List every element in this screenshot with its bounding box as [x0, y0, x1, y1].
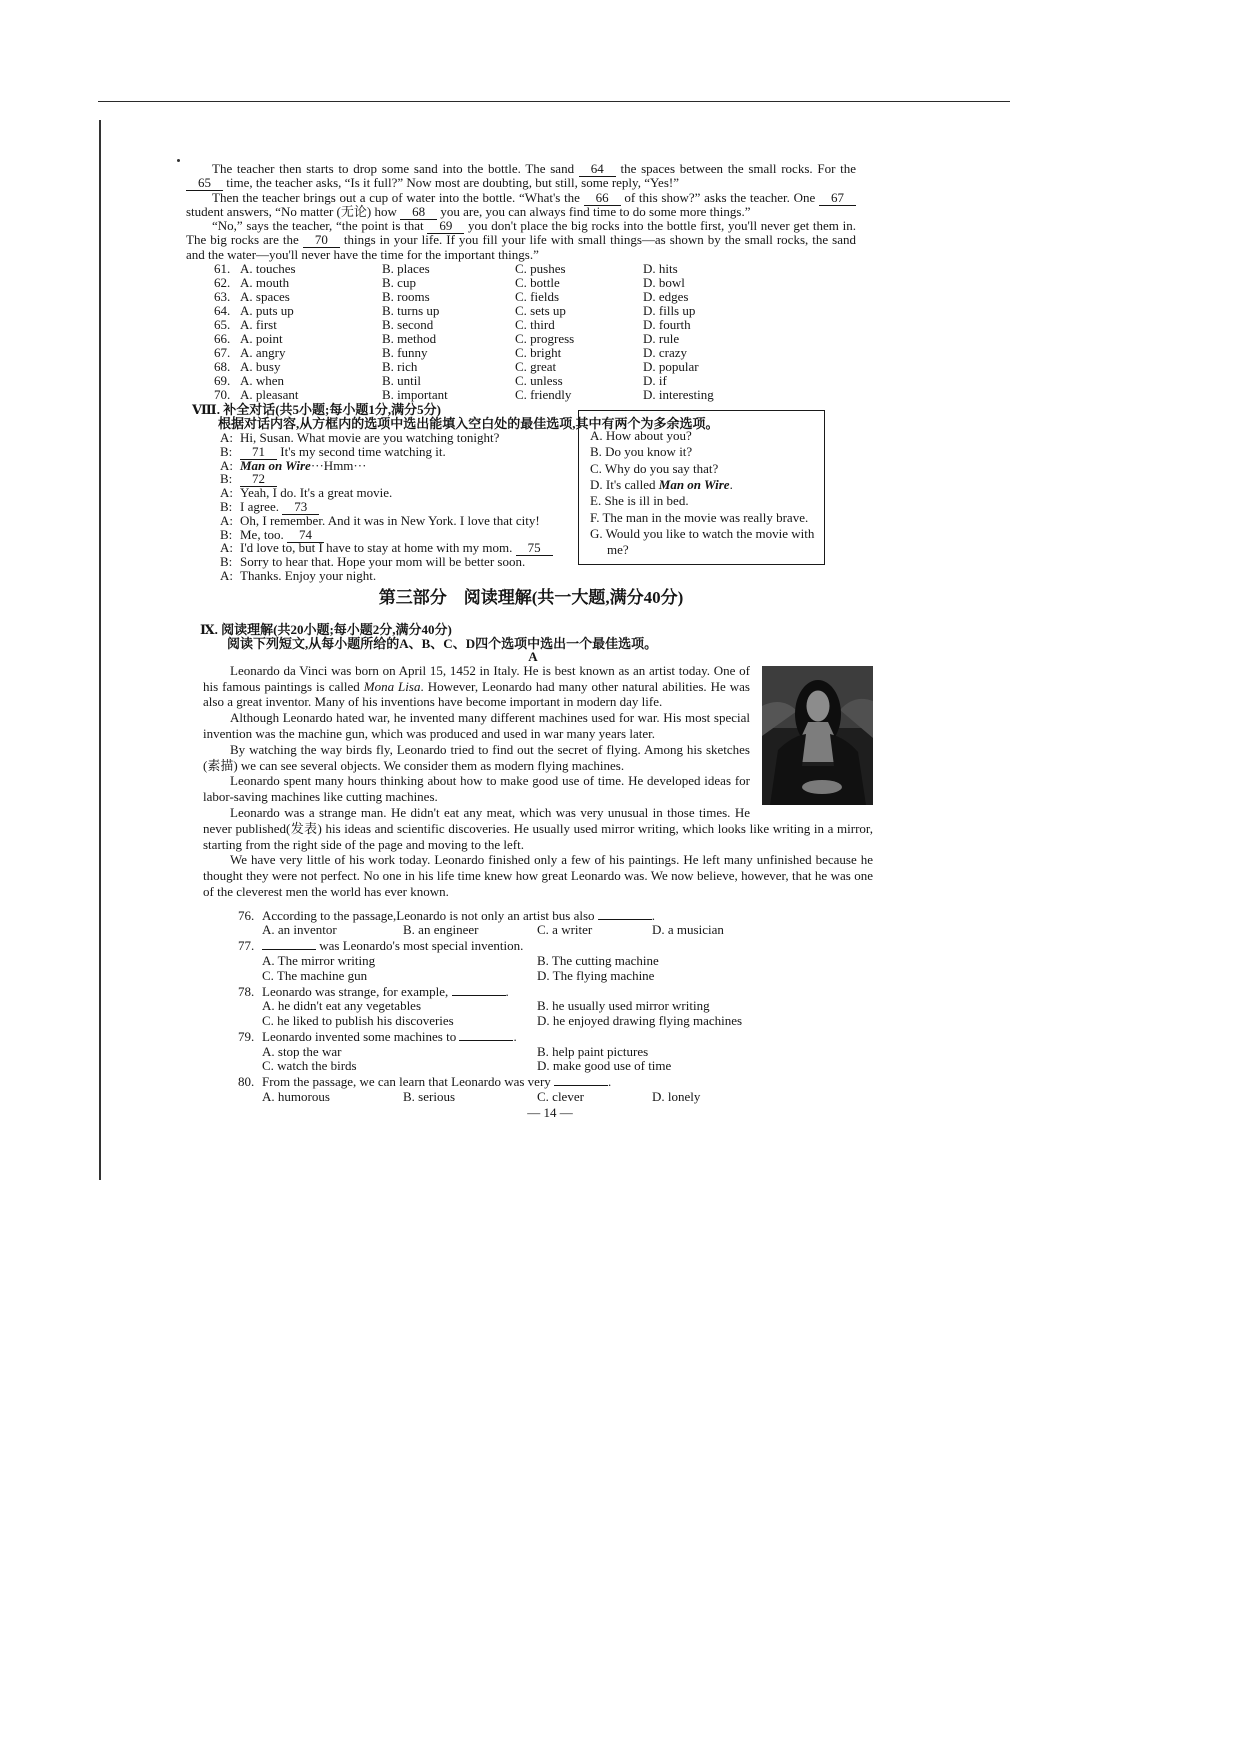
- option-choice: A. angry: [240, 345, 286, 361]
- answer-blank: 73: [282, 499, 319, 515]
- question-text: [262, 1075, 611, 1090]
- cloze-paragraph: [186, 191, 856, 220]
- option-choice: D. bowl: [643, 275, 685, 291]
- question-item: [238, 985, 878, 1029]
- answer-options: [262, 1045, 878, 1074]
- page-number: — 14 —: [527, 1105, 573, 1121]
- option-row: [214, 360, 886, 374]
- italic-title: Mona Lisa: [363, 678, 421, 694]
- question-number: 76.: [238, 907, 255, 923]
- option-box: [578, 410, 825, 565]
- option-choice: A. touches: [240, 261, 296, 277]
- option-choice: C. pushes: [515, 261, 566, 277]
- option-choice: B. rooms: [382, 289, 430, 305]
- question-number: 64.: [214, 303, 231, 319]
- text-run: of this show?” asks the teacher. One: [620, 189, 819, 205]
- answer-option: A. The mirror writing: [262, 953, 376, 969]
- answer-option: A. an inventor: [262, 922, 337, 938]
- answer-blank: 72: [240, 471, 277, 487]
- text-run: the spaces between the small rocks. For the: [615, 161, 856, 176]
- question-number: 66.: [214, 331, 231, 347]
- option-row: [214, 388, 886, 402]
- answer-line: [262, 948, 316, 950]
- text-run: D. It's called: [590, 476, 659, 492]
- answer-options: [262, 1090, 878, 1105]
- passage-paragraph: [203, 805, 873, 852]
- text-run: A. How about you?: [590, 428, 692, 444]
- box-option: [590, 428, 818, 444]
- answer-blank: 66: [584, 190, 621, 206]
- text-run: F. The man in the movie was really brave.: [590, 509, 809, 525]
- text-run: Sorry to hear that. Hope your mom will be better soon.: [240, 554, 526, 570]
- answer-option: C. watch the birds: [262, 1058, 357, 1074]
- italic-title: Man on Wire: [240, 457, 311, 473]
- dialogue-text: [240, 514, 540, 528]
- text-run: G. Would you like to watch the movie with me?: [590, 525, 815, 558]
- question-number: 78.: [238, 983, 255, 999]
- option-choice: D. crazy: [643, 345, 688, 361]
- answer-blank: 65: [186, 175, 223, 191]
- section-8-heading: Ⅷ. 补全对话(共5小题;每小题1分,满分5分): [192, 402, 441, 418]
- text-run: things in your life. If you fill your life with small things—as shown by the small rocks, the sand and the water—you'll never have the time for the important things.”: [186, 232, 856, 262]
- answer-options: [262, 999, 878, 1028]
- text-run: you are, you can always find time to do some more things.”: [437, 203, 751, 219]
- exam-page-content: [186, 162, 886, 1120]
- text-run: you don't place the big rocks into the bottle first, you'll never get them in. The big rocks are the: [186, 218, 856, 248]
- dialogue-text: [240, 459, 366, 473]
- answer-option: C. he liked to publish his discoveries: [262, 1012, 454, 1028]
- dialogue-text: [240, 445, 446, 459]
- answer-line: [598, 918, 652, 920]
- answer-option: C. The machine gun: [262, 967, 368, 983]
- answer-blank: 75: [516, 540, 553, 556]
- speaker-label: B:: [220, 499, 233, 515]
- option-choice: C. sets up: [515, 303, 566, 319]
- speaker-label: A:: [220, 430, 233, 446]
- option-row: [214, 374, 886, 388]
- answer-option: B. an engineer: [403, 922, 479, 938]
- text-run: I'd love to, but I have to stay at home with my mom.: [240, 540, 516, 556]
- answer-option: B. The cutting machine: [537, 953, 659, 969]
- text-run: B. Do you know it?: [590, 444, 693, 460]
- option-choice: C. great: [515, 359, 557, 375]
- option-choice: A. when: [240, 373, 285, 389]
- speaker-label: A:: [220, 485, 233, 501]
- hands: [802, 780, 842, 794]
- option-choice: B. method: [382, 331, 437, 347]
- option-choice: C. bright: [515, 345, 562, 361]
- scan-dot: [177, 159, 180, 162]
- speaker-label: B:: [220, 471, 233, 487]
- question-text: [262, 909, 655, 924]
- option-choice: B. places: [382, 261, 430, 277]
- speaker-label: A:: [220, 512, 233, 528]
- text-run: Leonardo was a strange man. He didn't eat any meat, which was very unusual in those times. He never published(发表) his ideas and scientific discoveries. He usually used mirror writing, which looks like writing in a mirror, starting from the right side of the page and moving to the left.: [203, 805, 873, 852]
- dialogue-text: [240, 541, 553, 555]
- question-number: 62.: [214, 275, 231, 291]
- option-choice: A. point: [240, 331, 283, 347]
- question-number: 79.: [238, 1029, 255, 1045]
- text-run: Leonardo invented some machines to: [262, 1029, 460, 1045]
- question-number: 80.: [238, 1074, 255, 1090]
- option-choice: C. third: [515, 317, 555, 333]
- text-run: From the passage, we can learn that Leonardo was very: [262, 1074, 555, 1090]
- answer-option: D. lonely: [652, 1088, 701, 1104]
- answer-line: [554, 1084, 608, 1086]
- answer-option: B. help paint pictures: [537, 1043, 649, 1059]
- box-option: [590, 526, 818, 559]
- mona-lisa-image: [762, 666, 873, 805]
- text-run: Me, too.: [240, 526, 287, 542]
- box-option: [590, 444, 818, 460]
- speaker-label: A:: [220, 457, 233, 473]
- option-choice: A. spaces: [240, 289, 290, 305]
- question-number: 68.: [214, 359, 231, 375]
- answer-option: C. clever: [537, 1088, 584, 1104]
- reading-passage: [203, 663, 873, 900]
- text-run: Oh, I remember. And it was in New York. I love that city!: [240, 512, 540, 528]
- option-row: [214, 304, 886, 318]
- box-option: [590, 493, 818, 509]
- text-run: Although Leonardo hated war, he invented many different machines used for war. His most special invention was the machine gun, which was produced and used in war many years later.: [203, 710, 750, 742]
- part-3-heading: 第三部分 阅读理解(共一大题,满分40分): [378, 587, 684, 607]
- text-run: Leonardo da Vinci was born on April 15, 1452 in Italy. He is best known as an artist today. One of his famous paintings is called: [203, 662, 750, 694]
- answer-option: A. stop the war: [262, 1043, 342, 1059]
- option-choice: C. unless: [515, 373, 563, 389]
- box-option: [590, 477, 818, 493]
- option-choice: D. fills up: [643, 303, 696, 319]
- question-stem: [238, 939, 878, 954]
- mona-lisa-picture: [762, 666, 873, 805]
- option-choice: B. cup: [382, 275, 416, 291]
- option-row: [214, 346, 886, 360]
- text-run: Leonardo was strange, for example,: [262, 983, 452, 999]
- text-run: .: [651, 907, 656, 923]
- dialogue-line: [220, 569, 886, 583]
- question-text: [262, 939, 523, 954]
- text-run: ···Hmm···: [310, 457, 367, 473]
- cloze-options: [214, 262, 886, 402]
- option-row: [214, 290, 886, 304]
- answer-blank: 71: [240, 444, 277, 460]
- text-run: We have very little of his work today. Leonardo finished only a few of his paintings. He left many unfinished because he thought they were not perfect. No one in his life time knew how great Leonardo was. We now believe, however, that he was one of the cleverest men the world has ever known.: [203, 852, 873, 899]
- speaker-label: B:: [220, 526, 233, 542]
- option-choice: D. fourth: [643, 317, 691, 333]
- question-stem: [238, 1030, 878, 1045]
- option-choice: D. interesting: [643, 387, 714, 403]
- text-run: was Leonardo's most special invention.: [316, 938, 524, 954]
- option-choice: D. popular: [643, 359, 699, 375]
- question-number: 69.: [214, 373, 231, 389]
- text-run: Leonardo spent many hours thinking about how to make good use of time. He developed ideas for labor-saving machines like cutting machines.: [203, 773, 750, 805]
- text-run: The teacher then starts to drop some sand into the bottle. The sand: [212, 161, 579, 176]
- text-run: E. She is ill in bed.: [590, 493, 689, 509]
- text-run: Thanks. Enjoy your night.: [240, 568, 377, 584]
- answer-option: A. humorous: [262, 1088, 330, 1104]
- speaker-label: B:: [220, 443, 233, 459]
- question-item: [238, 1030, 878, 1074]
- option-choice: D. hits: [643, 261, 678, 277]
- question-item: [238, 939, 878, 983]
- text-run: “No,” says the teacher, “the point is that: [212, 218, 428, 234]
- option-choice: C. fields: [515, 289, 560, 305]
- text-run: .: [729, 476, 733, 492]
- option-row: [214, 276, 886, 290]
- dialogue-text: [240, 472, 277, 486]
- answer-option: D. he enjoyed drawing flying machines: [537, 1012, 743, 1028]
- option-choice: D. rule: [643, 331, 680, 347]
- passage-label: A: [528, 648, 538, 664]
- text-run: Hi, Susan. What movie are you watching tonight?: [240, 430, 500, 446]
- option-choice: A. busy: [240, 359, 281, 375]
- option-choice: A. puts up: [240, 303, 294, 319]
- option-choice: A. first: [240, 317, 277, 333]
- question-number: 70.: [214, 387, 231, 403]
- text-run: I agree.: [240, 499, 283, 515]
- dialogue-text: [240, 431, 499, 445]
- question-number: 67.: [214, 345, 231, 361]
- option-choice: C. friendly: [515, 387, 572, 403]
- speaker-label: A:: [220, 568, 233, 584]
- text-run: It's my second time watching it.: [277, 443, 446, 459]
- text-run: .: [505, 983, 509, 999]
- text-run: time, the teacher asks, “Is it full?” Now most are doubting, but still, some reply, “Yes!”: [223, 175, 679, 191]
- text-run: .: [513, 1029, 517, 1045]
- reading-questions: [238, 909, 878, 1105]
- dialogue-section: [220, 428, 886, 584]
- answer-option: D. The flying machine: [537, 967, 655, 983]
- answer-option: B. serious: [403, 1088, 455, 1104]
- text-run: . However, Leonardo had many other natural abilities. He was also a great inventor. Many of his inventions have become important in modern day life.: [203, 678, 750, 710]
- question-number: 61.: [214, 261, 231, 277]
- text-run: According to the passage,Leonardo is not only an artist bus also: [262, 907, 598, 923]
- option-choice: B. rich: [382, 359, 418, 375]
- answer-blank: 67: [819, 190, 856, 206]
- option-choice: D. if: [643, 373, 667, 389]
- question-number: 65.: [214, 317, 231, 333]
- option-choice: B. funny: [382, 345, 428, 361]
- answer-option: B. he usually used mirror writing: [537, 998, 710, 1014]
- option-row: [214, 332, 886, 346]
- answer-blank: 69: [427, 218, 464, 234]
- text-run: C. Why do you say that?: [590, 460, 719, 476]
- option-choice: D. edges: [643, 289, 689, 305]
- question-stem: [238, 985, 878, 1000]
- speaker-label: A:: [220, 540, 233, 556]
- section-8-instruction: 根据对话内容,从方框内的选项中选出能填入空白处的最佳选项,其中有两个为多余选项。: [218, 416, 719, 432]
- answer-blank: 64: [579, 161, 616, 177]
- box-option: [590, 461, 818, 477]
- section-9-heading: Ⅸ. 阅读理解(共20小题;每小题2分,满分40分): [200, 621, 452, 637]
- option-choice: B. turns up: [382, 303, 440, 319]
- text-run: student answers, “No matter (无论) how: [186, 203, 401, 219]
- option-choice: B. until: [382, 373, 422, 389]
- answer-options: [262, 954, 878, 983]
- question-text: [262, 1030, 517, 1045]
- question-item: [238, 909, 878, 938]
- option-choice: B. second: [382, 317, 434, 333]
- question-item: [238, 1075, 878, 1104]
- answer-line: [459, 1039, 513, 1041]
- answer-option: D. a musician: [652, 922, 724, 938]
- question-stem: [238, 909, 878, 924]
- answer-line: [452, 994, 506, 996]
- question-text: [262, 985, 509, 1000]
- answer-option: D. make good use of time: [537, 1058, 672, 1074]
- option-choice: C. progress: [515, 331, 575, 347]
- option-row: [214, 262, 886, 276]
- question-stem: [238, 1075, 878, 1090]
- dialogue-text: [240, 528, 324, 542]
- speaker-label: B:: [220, 554, 233, 570]
- option-row: [214, 318, 886, 332]
- dialogue-text: [240, 555, 525, 569]
- question-number: 77.: [238, 938, 255, 954]
- dialogue-text: [240, 500, 319, 514]
- cloze-passage: [186, 162, 856, 262]
- section-9-instruction: 阅读下列短文,从每小题所给的A、B、C、D四个选项中选出一个最佳选项。: [227, 635, 658, 651]
- option-choice: A. mouth: [240, 275, 290, 291]
- text-run: .: [608, 1074, 612, 1090]
- answer-blank: 70: [303, 232, 340, 248]
- answer-blank: 74: [287, 527, 324, 543]
- answer-option: C. a writer: [537, 922, 593, 938]
- text-run: Yeah, I do. It's a great movie.: [240, 485, 393, 501]
- top-rule: [98, 101, 1010, 102]
- cloze-paragraph: [186, 162, 856, 191]
- dialogue-text: [240, 486, 392, 500]
- text-run: Then the teacher brings out a cup of water into the bottle. “What's the: [212, 189, 584, 205]
- italic-title: Man on Wire: [658, 476, 730, 492]
- dialogue-text: [240, 569, 376, 583]
- passage-paragraph: [203, 852, 873, 899]
- question-number: 63.: [214, 289, 231, 305]
- cloze-paragraph: [186, 219, 856, 262]
- left-margin-rule: [99, 120, 101, 1180]
- answer-options: [262, 923, 878, 938]
- box-option: [590, 510, 818, 526]
- text-run: By watching the way birds fly, Leonardo tried to find out the secret of flying. Among his sketches (素描) we can see several objects. We consider them as modern flying machines.: [203, 741, 750, 773]
- option-choice: C. bottle: [515, 275, 560, 291]
- option-choice: B. important: [382, 387, 448, 403]
- option-choice: A. pleasant: [240, 387, 299, 403]
- face: [807, 690, 830, 721]
- answer-blank: 68: [400, 204, 437, 220]
- answer-option: A. he didn't eat any vegetables: [262, 998, 422, 1014]
